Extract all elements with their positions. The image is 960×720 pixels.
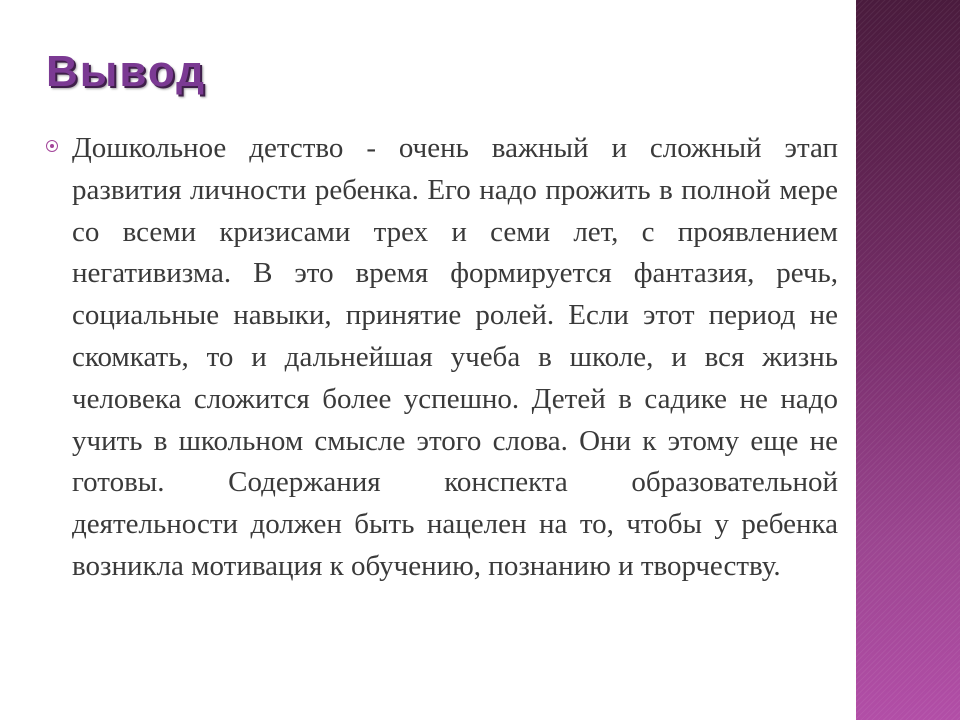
bullet-item xyxy=(46,128,838,588)
decorative-side-band xyxy=(856,0,960,720)
slide-title: Вывод xyxy=(46,47,207,96)
circle-bullet-icon xyxy=(46,140,58,152)
bullet-text: Дошкольное детство - очень важный и сложный этап развития личности ребенка. Его надо прожить в полной мере со всеми кризисами трех и семи лет, с проявлением негативизма. В это время формируется фантазия, речь, социальные навыки, принятие ролей. Если этот период не скомкать, то и дальнейшая учеба в школе, и вся жизнь человека сложится более успешно. Детей в садике не надо учить в школьном смысле этого слова. Они к этому еще не готовы. Содержания конспекта образовательной деятельности должен быть нацелен на то, чтобы у ребенка возникла мотивация к обучению, познанию и творчеству. xyxy=(72,132,838,582)
slide-content xyxy=(46,128,838,588)
